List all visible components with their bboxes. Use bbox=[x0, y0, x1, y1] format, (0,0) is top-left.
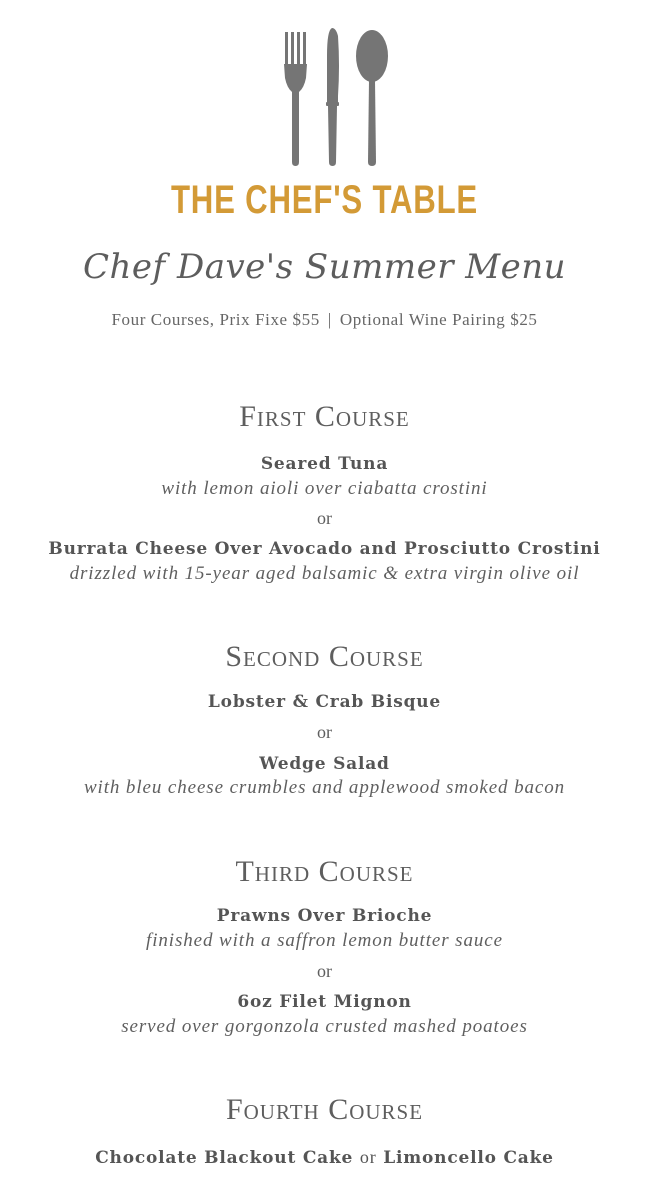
course-heading-first: First Course bbox=[239, 400, 410, 433]
dish-lobster-bisque: Lobster & Crab Bisque bbox=[207, 692, 442, 712]
dish-prawns: Prawns Over Brioche bbox=[216, 906, 433, 926]
course-heading-third: Third Course bbox=[235, 855, 414, 888]
prix-fixe-text: Four Courses, Prix Fixe $55 bbox=[111, 310, 320, 329]
brand-name: THE CHEF'S TABLE bbox=[170, 178, 479, 222]
wine-pairing-text: Optional Wine Pairing $25 bbox=[339, 310, 538, 329]
dish-description: with bleu cheese crumbles and applewood smoked bacon bbox=[83, 777, 566, 798]
subtitle-separator: | bbox=[327, 310, 332, 329]
menu-subtitle bbox=[0, 310, 649, 330]
or-divider: or bbox=[317, 722, 332, 742]
dish-wedge-salad: Wedge Salad bbox=[259, 754, 390, 774]
menu-title: Chef Dave's Summer Menu bbox=[83, 247, 566, 287]
dish-burrata: Burrata Cheese Over Avocado and Prosciutto Crostini bbox=[48, 539, 601, 559]
dish-description: with lemon aioli over ciabatta crostini bbox=[161, 478, 488, 499]
dish-chocolate-cake: Chocolate Blackout Cake bbox=[95, 1148, 354, 1168]
dish-filet-mignon: 6oz Filet Mignon bbox=[237, 992, 412, 1012]
or-divider: or bbox=[359, 1147, 377, 1167]
dish-limoncello-cake: Limoncello Cake bbox=[383, 1148, 554, 1168]
dish-description: finished with a saffron lemon butter sauce bbox=[146, 930, 503, 951]
or-divider: or bbox=[317, 508, 332, 528]
dish-description: served over gorgonzola crusted mashed poatoes bbox=[121, 1016, 528, 1037]
dish-seared-tuna: Seared Tuna bbox=[260, 454, 389, 474]
dessert-line bbox=[0, 1147, 649, 1168]
course-heading-second: Second Course bbox=[225, 640, 424, 673]
course-heading-fourth: Fourth Course bbox=[225, 1093, 424, 1126]
dish-description: drizzled with 15-year aged balsamic & extra virgin olive oil bbox=[69, 563, 580, 584]
fork-knife-spoon-icon bbox=[0, 26, 649, 171]
or-divider: or bbox=[317, 961, 332, 981]
